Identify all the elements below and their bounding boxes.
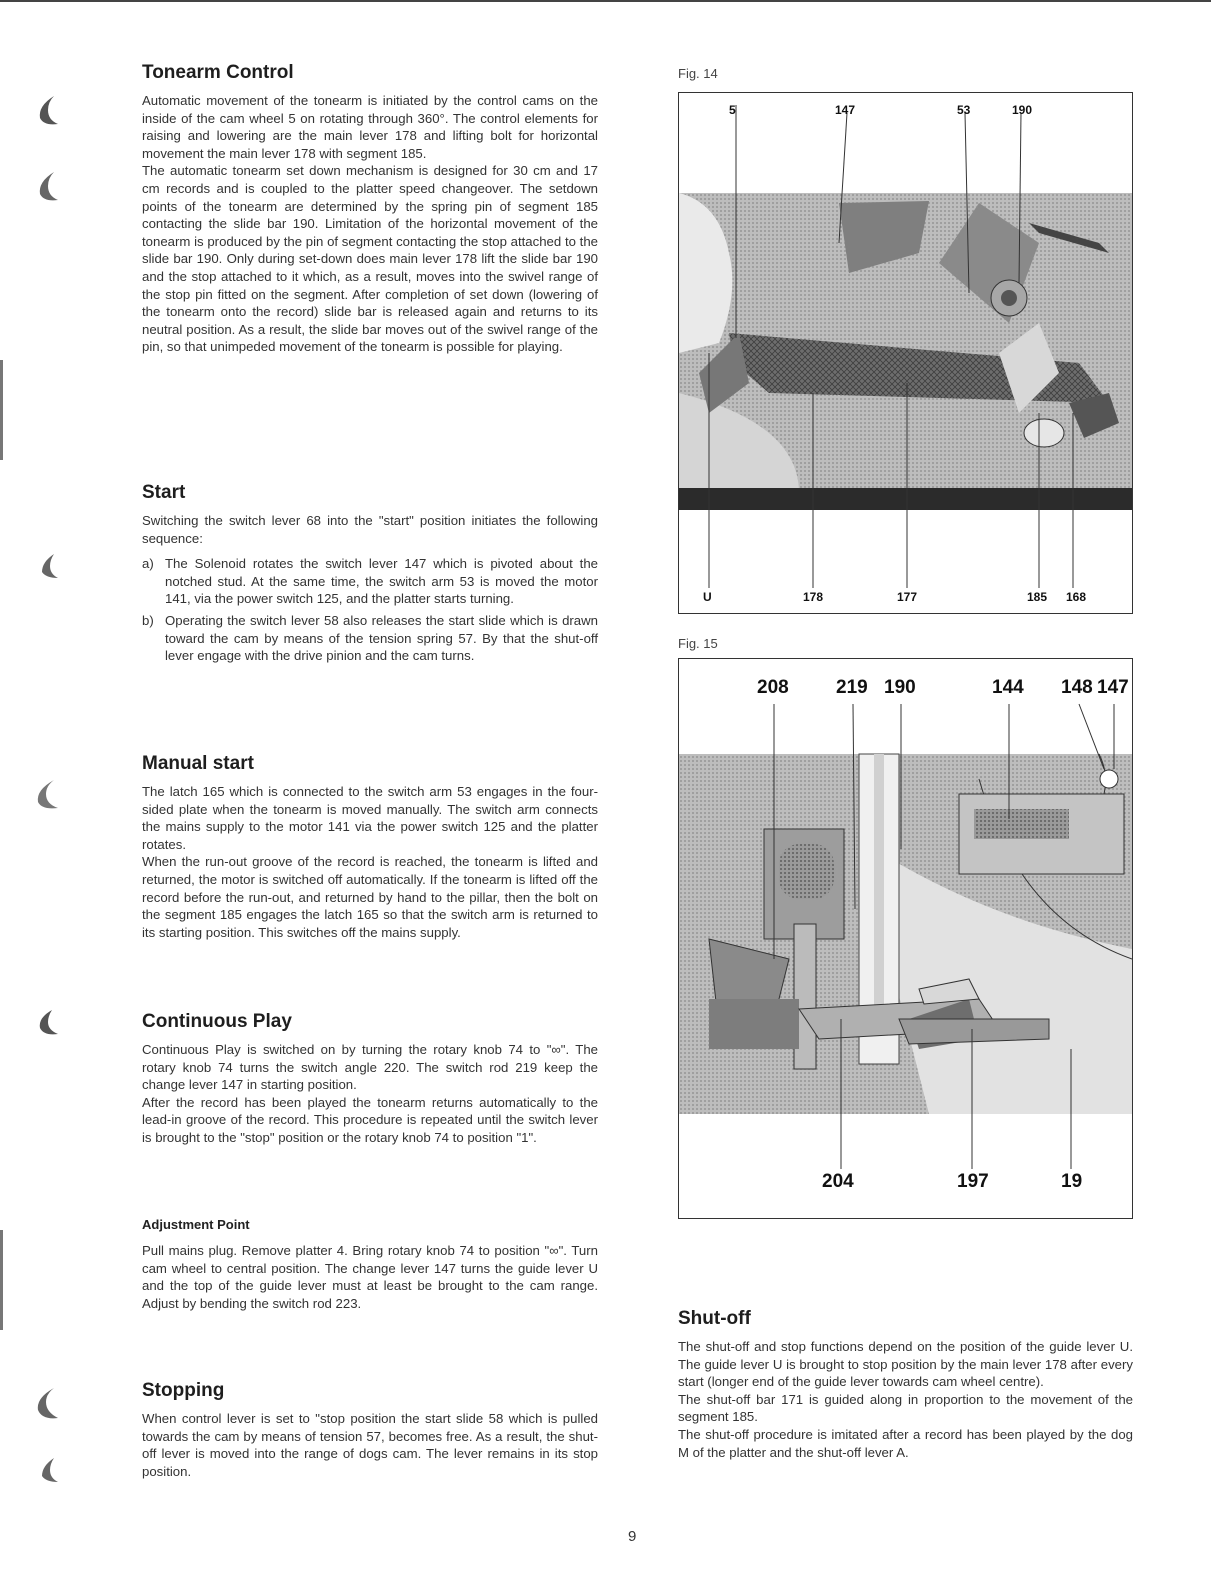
- paragraph: When control lever is set to "stop position the start slide 58 which is pulled towards the cam by means of tension 57, becomes free. As a result, the shut-off lever is moved into the range of dogs cam. The lever remains in its stop position.: [142, 1411, 598, 1479]
- section-title: Manual start: [142, 753, 254, 774]
- binder-ring-icon: [28, 1004, 68, 1044]
- paragraph: After the record has been played the tonearm returns automatically to the lead-in groove of the record. This procedure is repeated until the switch lever is brought to the "stop" position or the rotary knob 74 to position "1".: [142, 1094, 598, 1145]
- binder-ring-icon: [28, 92, 68, 132]
- page-number: 9: [628, 1528, 637, 1545]
- callout-label: 19: [1061, 1171, 1083, 1192]
- paragraph: The shut-off bar 171 is guided along in proportion to the movement of the segment 185.: [678, 1391, 1133, 1425]
- callout-label: 219: [836, 677, 868, 698]
- step-list: [142, 555, 598, 665]
- figure-15: [678, 658, 1133, 1219]
- paragraph: The shut-off procedure is imitated after a record has been played by the dog M of the platter and the shut-off lever A.: [678, 1426, 1133, 1460]
- page-edge-mark: [0, 1230, 3, 1330]
- paragraph: The latch 165 which is connected to the switch arm 53 engages in the four-sided plate when the tonearm is moved manually. The switch arm connects the mains supply to the motor 141 via the power switch 125 and the platter rotates.: [142, 784, 598, 852]
- callout-label: 178: [803, 590, 824, 604]
- paragraph: The automatic tonearm set down mechanism is designed for 30 cm and 17 cm records and is coupled to the platter speed changeover. The setdown points of the tonearm are determined by the spring pin of segment 185 contacting the slide bar 190. Limitation of the horizontal movement of the tonearm is produced by the pin of segment contacting the stop attached to the slide bar 190. Only during set-down does main lever 178 lift the slide bar 190 and the stop attached to it which, as a result, moves into the swivel range of the stop pin fitted on the segment. After completion of set down (lowering of the tonearm onto the record) slide bar is released again and returns to its neutral position. As a result, the slide bar moves out of the swivel range of the pin, so that unimpeded movement of the tonearm is possible for playing.: [142, 163, 598, 355]
- section-shut-off: [678, 1308, 1133, 1461]
- callout-label: 144: [992, 677, 1024, 698]
- binder-ring-icon: [28, 1384, 68, 1424]
- paragraph: Continuous Play is switched on by turning the rotary knob 74 to "∞". The rotary knob 74 turns the switch angle 220. The switch rod 219 keep the change lever 147 in starting position.: [142, 1042, 598, 1093]
- binder-ring-icon: [28, 776, 68, 816]
- binder-ring-icon: [28, 548, 68, 588]
- binder-ring-icon: [28, 168, 68, 208]
- figure-label: Fig. 14: [678, 66, 718, 81]
- callout-label: 185: [1027, 590, 1048, 604]
- paragraph: Pull mains plug. Remove platter 4. Bring rotary knob 74 to position "∞". Turn cam wheel to central position. The change lever 147 turns the guide lever U and the top of the guide lever must at least be brought to the cam range. Adjust by bending the switch rod 223.: [142, 1243, 598, 1311]
- figure-label: Fig. 15: [678, 636, 718, 651]
- top-rule: [0, 0, 1211, 2]
- callout-label: 147: [1097, 677, 1129, 698]
- callout-label: U: [703, 590, 712, 604]
- switch-mechanism-photo: [679, 659, 1132, 1218]
- section-title: Shut-off: [678, 1308, 751, 1329]
- callout-label: 177: [897, 590, 918, 604]
- callout-label: 197: [957, 1171, 989, 1192]
- section-title: Stopping: [142, 1380, 225, 1401]
- section-continuous-play: [142, 1011, 598, 1147]
- paragraph: Switching the switch lever 68 into the "start" position initiates the following sequence:: [142, 513, 598, 546]
- section-adjustment-point: [142, 1217, 598, 1312]
- paragraph: When the run-out groove of the record is reached, the tonearm is lifted and returned, the motor is switched off automatically. If the tonearm is lifted off the record before the run-out, and returned by hand to the pillar, then the bolt on the segment 185 engages the latch 165 so that the switch arm is returned to its starting position. This switches off the mains supply.: [142, 854, 598, 940]
- paragraph: Automatic movement of the tonearm is initiated by the control cams on the inside of the cam wheel 5 on rotating through 360°. The control elements for raising and lowering are the main lever 178 and lifting bolt for horizontal movement the main lever 178 with segment 185.: [142, 93, 598, 161]
- callout-label: 5: [729, 103, 736, 117]
- callout-label: 53: [957, 103, 971, 117]
- callout-label: 190: [1012, 103, 1033, 117]
- callout-label: 148: [1061, 677, 1093, 698]
- list-item: a) The Solenoid rotates the switch lever 147 which is pivoted about the notched stud. At the same time, the switch arm 53 is moved the motor 141, via the power switch 125, and the platter starts turning.: [142, 556, 598, 607]
- binder-ring-icon: [28, 1452, 68, 1492]
- callout-label: 208: [757, 677, 789, 698]
- callout-label: 147: [835, 103, 856, 117]
- section-manual-start: [142, 753, 598, 941]
- paragraph: The shut-off and stop functions depend on the position of the guide lever U. The guide lever U is brought to stop position by the main lever 178 after every start (longer end of the guide lever towards cam wheel centre).: [678, 1339, 1133, 1390]
- section-start: [142, 482, 598, 669]
- page-edge-mark: [0, 360, 3, 460]
- callout-label: 168: [1066, 590, 1087, 604]
- callout-label: 204: [822, 1171, 854, 1192]
- turntable-mechanism-photo: [679, 93, 1132, 613]
- section-title: Start: [142, 482, 186, 503]
- section-tonearm-control: [142, 62, 598, 356]
- list-item: b) Operating the switch lever 58 also releases the start slide which is drawn toward the cam by means of the tension spring 57. By that the shut-off lever engage with the drive pinion and the cam turns.: [142, 612, 598, 664]
- figure-14: [678, 92, 1133, 614]
- subsection-title: Adjustment Point: [142, 1217, 250, 1232]
- callout-label: 190: [884, 677, 916, 698]
- section-title: Tonearm Control: [142, 62, 294, 83]
- section-stopping: [142, 1380, 598, 1480]
- section-title: Continuous Play: [142, 1011, 292, 1032]
